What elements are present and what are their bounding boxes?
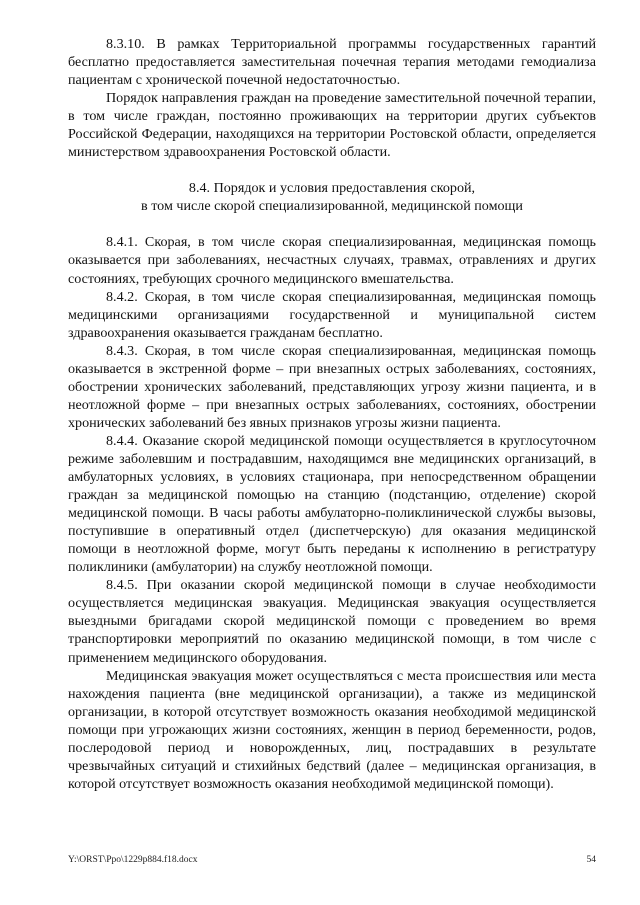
footer-file-path: Y:\ORST\Ppo\1229p884.f18.docx xyxy=(68,855,198,865)
spacer xyxy=(68,215,596,233)
paragraph-8-3-10: 8.3.10. В рамках Территориальной программы государственных гарантий бесплатно предоставляется заместительная почечная терапия методами гемодиализа пациентам с хронической почечной недостаточностью. xyxy=(68,36,596,89)
page-number: 54 xyxy=(586,855,596,865)
section-heading-line-1: 8.4. Порядок и условия предоставления скорой, xyxy=(188,180,476,197)
paragraph-8-4-3: 8.4.3. Скорая, в том числе скорая специализированная, медицинская помощь оказывается в экстренной форме – при внезапных острых заболеваниях, состояниях, обострении хронических заболеваний, представляющих угрозу жизни пациента, и в неотложной форме – при внезапных острых заболеваниях, состояниях, обострении хронических заболеваний без явных признаков угрозы жизни пациента. xyxy=(68,342,596,431)
spacer xyxy=(68,161,596,179)
document-body xyxy=(68,35,596,793)
paragraph-8-4-5: 8.4.5. При оказании скорой медицинской помощи в случае необходимости осуществляется медицинская эвакуация. Медицинская эвакуация осуществляется выездными бригадами скорой медицинской помощи с проведением во время транспортировки мероприятий по оказанию медицинской помощи, в том числе с применением медицинского оборудования. xyxy=(68,577,596,666)
paragraph-referral-order: Порядок направления граждан на проведение заместительной почечной терапии, в том числе граждан, постоянно проживающих на территории других субъектов Российской Федерации, находящихся на территории Ростовской области, определяется министерством здравоохранения Ростовской области. xyxy=(68,90,596,161)
section-heading-line-2: в том числе скорой специализированной, медицинской помощи xyxy=(141,198,523,215)
paragraph-evacuation: Медицинская эвакуация может осуществляться с места происшествия или места нахождения пациента (вне медицинской организации), а также из медицинской организации, в которой отсутствует возможность оказания необходимой медицинской помощи при угрожающих жизни состояниях, женщин в период беременности, родов, послеродовой период и новорожденных, лиц, пострадавших в результате чрезвычайных ситуаций и стихийных бедствий (далее – медицинская организация, в которой отсутствует возможность оказания необходимой медицинской помощи). xyxy=(68,667,596,792)
paragraph-8-4-1: 8.4.1. Скорая, в том числе скорая специализированная, медицинская помощь оказывается при заболеваниях, несчастных случаях, травмах, отравлениях и других состояниях, требующих срочного медицинского вмешательства. xyxy=(68,234,596,287)
paragraph-8-4-2: 8.4.2. Скорая, в том числе скорая специализированная, медицинская помощь медицинскими организациями государственной и муниципальной систем здравоохранения оказывается гражданам бесплатно. xyxy=(68,288,596,341)
paragraph-8-4-4: 8.4.4. Оказание скорой медицинской помощи осуществляется в круглосуточном режиме заболевшим и пострадавшим, находящимся вне медицинских организаций, в амбулаторных условиях, в условиях стационара, при непосредственном обращении граждан за медицинской помощью на станцию (подстанцию, отделение) скорой медицинской помощи. В часы работы амбулаторно-поликлинической службы вызовы, поступившие в оперативный отдел (диспетчерскую) для оказания медицинской помощи в неотложной форме, могут быть переданы к исполнению в регистратуру поликлиники (амбулатории) на службу неотложной помощи. xyxy=(68,432,596,576)
